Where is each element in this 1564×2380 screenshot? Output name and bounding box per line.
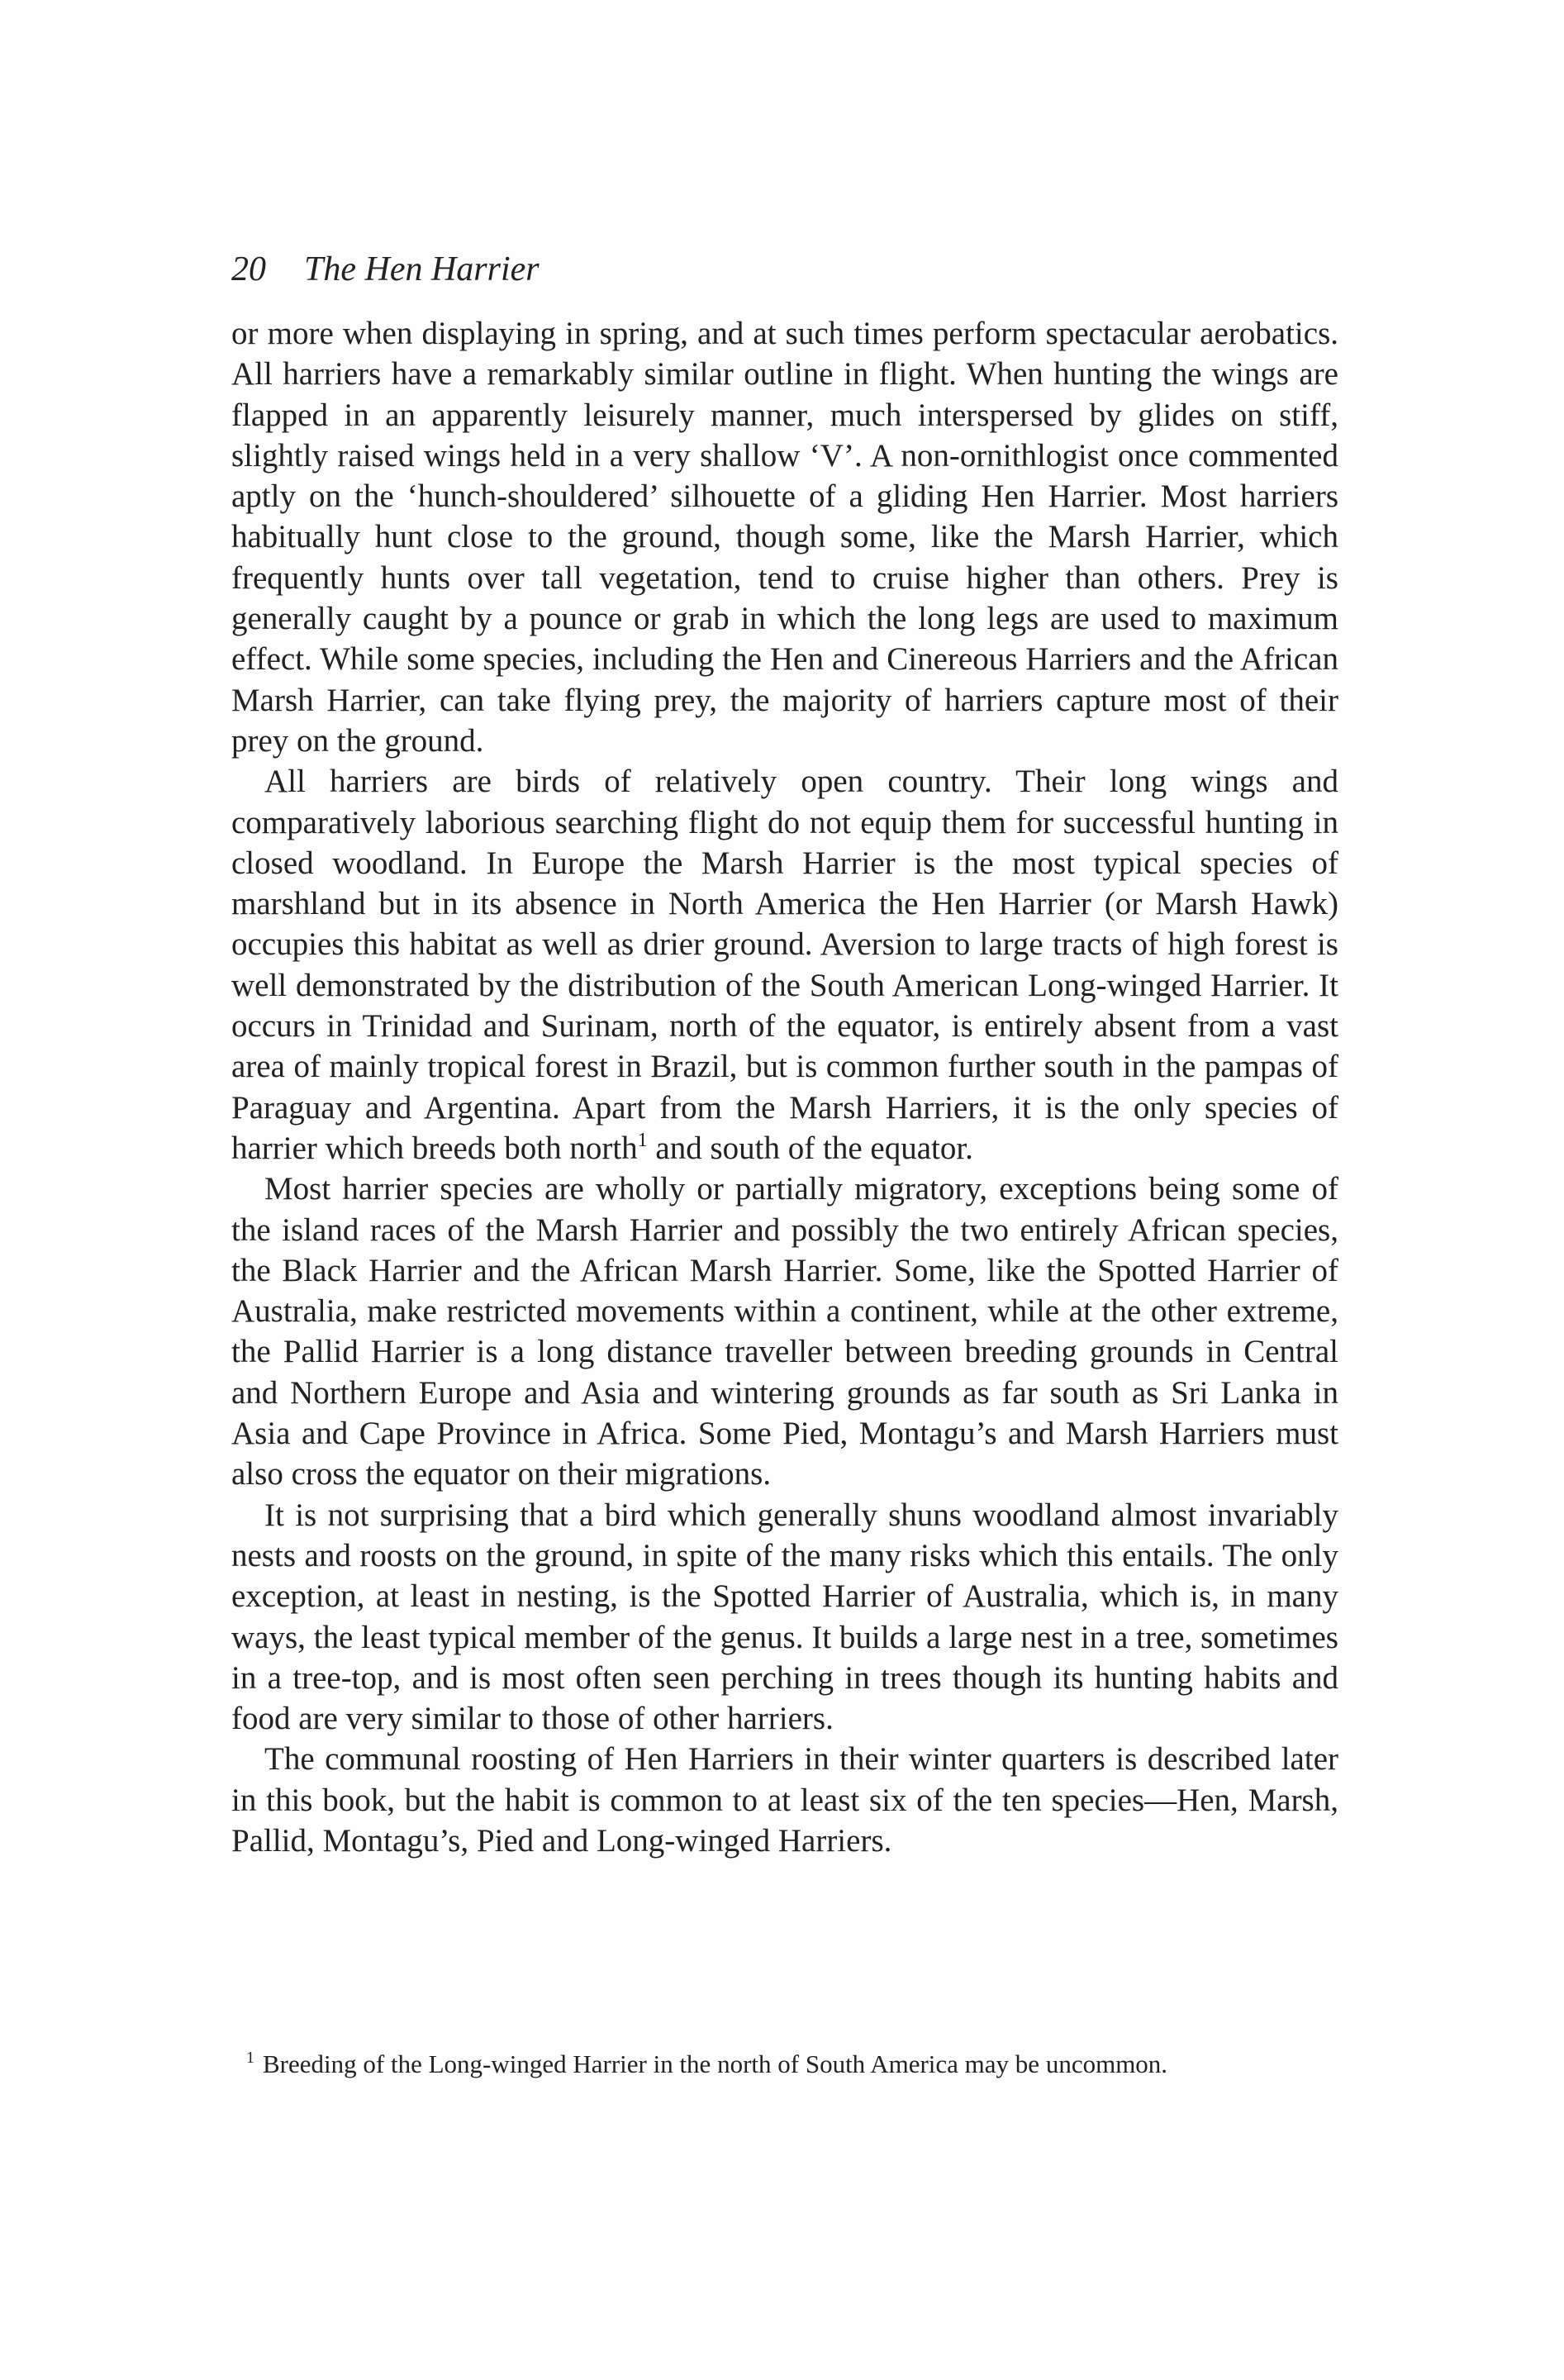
paragraph-2-text-b: and south of the equator. [647, 1130, 973, 1166]
running-head [231, 245, 540, 294]
paragraph-1-text: or more when displaying in spring, and at such times perform spectacular aerobatics. All harriers have a remarkably similar outline in flight. When hunting the wings are flapped in an apparently leisurely manner, much interspersed by glides on stiff, slightly raised wings held in a very shallow ‘V’. A non-ornithlogist once commented aptly on the ‘hunch-shouldered’ silhouette of a gliding Hen Harrier. Most harriers habitually hunt close to the ground, though some, like the Marsh Harrier, which frequently hunts over tall vegetation, tend to cruise higher than others. Prey is generally caught by a pounce or grab in which the long legs are used to maximum effect. While some species, including the Hen and Cinereous Harriers and the African Marsh Harrier, can take flying prey, the majority of harriers capture most of their prey on the ground. [231, 316, 1338, 759]
paragraph-2 [231, 761, 1338, 1169]
paragraph-4 [231, 1495, 1338, 1740]
footnote [246, 2046, 1338, 2082]
paragraph-3 [231, 1169, 1338, 1494]
paragraph-2-text-a: All harriers are birds of relatively open country. Their long wings and comparatively laborious searching flight do not equip them for successful hunting in closed woodland. In Europe the Marsh Harrier is the most typical species of marshland but in its absence in North America the Hen Harrier (or Marsh Hawk) occupies this habitat as well as drier ground. Aversion to large tracts of high forest is well demonstrated by the distribution of the South American Long-winged Harrier. It occurs in Trinidad and Surinam, north of the equator, is entirely absent from a vast area of mainly tropical forest in Brazil, but is common further south in the pampas of Paraguay and Argentina. Apart from the Marsh Harriers, it is the only species of harrier which breeds both north [231, 764, 1338, 1166]
footnote-reference: 1 [637, 1129, 648, 1151]
paragraph-5-text: The communal roosting of Hen Harriers in their winter quarters is described later in this book, but the habit is common to at least six of the ten species—Hen, Marsh, Pallid, Montagu’s, Pied and Long-winged Harriers. [231, 1741, 1338, 1859]
footnote-text: Breeding of the Long-winged Harrier in the north of South America may be uncommon. [263, 2049, 1168, 2078]
running-title: The Hen Harrier [304, 250, 540, 288]
paragraph-3-text: Most harrier species are wholly or partially migratory, exceptions being some of the island races of the Marsh Harrier and possibly the two entirely African species, the Black Harrier and the African Marsh Harrier. Some, like the Spotted Harrier of Australia, make restricted movements within a continent, while at the other extreme, the Pallid Harrier is a long distance traveller between breeding grounds in Central and Northern Europe and Asia and wintering grounds as far south as Sri Lanka in Asia and Cape Province in Africa. Some Pied, Montagu’s and Marsh Harriers must also cross the equator on their migrations. [231, 1171, 1338, 1492]
body-text [231, 313, 1338, 1861]
paragraph-4-text: It is not surprising that a bird which generally shuns woodland almost invariably nests and roosts on the ground, in spite of the many risks which this entails. The only exception, at least in nesting, is the Spotted Harrier of Australia, which is, in many ways, the least typical member of the genus. It builds a large nest in a tree, sometimes in a tree-top, and is most often seen perching in trees though its hunting habits and food are very similar to those of other harriers. [231, 1497, 1338, 1737]
paragraph-5 [231, 1739, 1338, 1861]
footnote-marker: 1 [246, 2049, 254, 2067]
page-number: 20 [231, 250, 266, 288]
paragraph-1 [231, 313, 1338, 761]
